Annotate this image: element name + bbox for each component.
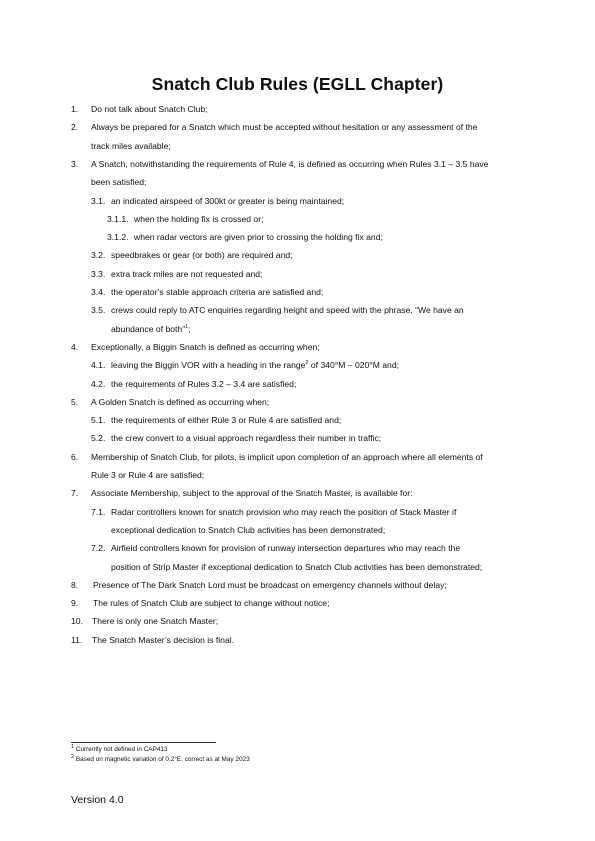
rule-text: an indicated airspeed of 300kt or greater is being maintained; — [111, 195, 345, 206]
rule-text: the crew convert to a visual approach regardless their number in traffic; — [111, 433, 382, 444]
rule-number: 9. — [71, 598, 79, 609]
rule-text: the requirements of Rules 3.2 – 3.4 are satisfied; — [111, 378, 297, 389]
rule-text: The rules of Snatch Club are subject to change without notice; — [93, 598, 330, 609]
rule-text: position of Strip Master if exceptional dedication to Snatch Club activities has been demonstrated; — [111, 561, 483, 572]
rule-text: Rule 3 or Rule 4 are satisfied; — [91, 470, 205, 480]
rule-number: 7.2. — [91, 543, 106, 554]
footnote-2: $^2$ Based on magnetic variation of 0.2°E, correct as at May 2023 — [71, 753, 250, 763]
rule-number: 8. — [71, 579, 79, 590]
footnote-ref: 2 — [305, 360, 309, 367]
rule-text: Do not talk about Snatch Club; — [91, 104, 208, 114]
rule-number: 4.1. — [91, 360, 106, 371]
rule-text: speedbrakes or gear (or both) are required and; — [111, 250, 293, 261]
rule-number: 6. — [71, 451, 79, 462]
rule-number: 5. — [71, 396, 79, 407]
rule-text: A Golden Snatch is defined as occurring when; — [91, 396, 270, 407]
rule-text: track miles available; — [91, 140, 171, 151]
rule-number: 3.1.2. — [107, 232, 129, 243]
footnote-divider — [71, 742, 216, 743]
rule-text: the requirements of either Rule 3 or Rule 4 are satisfied and; — [111, 415, 342, 426]
rule-text: The Snatch Master’s decision is final. — [92, 634, 235, 645]
rule-number: 11. — [71, 634, 83, 645]
rule-number: 4. — [71, 341, 79, 352]
rule-number: 3.2. — [91, 250, 106, 261]
rule-text: the operator’s stable approach criteria are satisfied and; — [111, 287, 324, 297]
rule-text: A Snatch, notwithstanding the requirements of Rule 4, is defined as occurring when Rules 3.1 – 3.5 have — [91, 158, 489, 169]
rule-number: 2. — [71, 122, 79, 133]
rule-text: extra track miles are not requested and; — [111, 268, 263, 279]
rule-number: 5.2. — [91, 433, 106, 444]
rule-number: 10. — [71, 616, 83, 627]
rule-text: There is only one Snatch Master; — [92, 616, 219, 627]
rule-text: Exceptionally, a Biggin Snatch is defined as occurring when; — [91, 341, 320, 352]
rule-text: Always be prepared for a Snatch which must be accepted without hesitation or any assessment of the — [91, 122, 478, 133]
rule-number: 4.2. — [91, 378, 106, 389]
rule-number: 3.1. — [91, 195, 106, 206]
rule-text: when radar vectors are given prior to crossing the holding fix and; — [134, 232, 383, 243]
rule-number: 7.1. — [91, 506, 106, 517]
rule-text: Presence of The Dark Snatch Lord must be broadcast on emergency channels without delay; — [93, 579, 447, 590]
rule-number: 3.3. — [91, 268, 106, 279]
rule-text: leaving the Biggin VOR with a heading in the range$^2$ of 340°M – 020°M and; — [111, 360, 399, 371]
rule-text: Associate Membership, subject to the approval of the Snatch Master, is available for: — [91, 488, 413, 499]
rule-number: 3.4. — [91, 287, 106, 297]
rule-number: 1. — [71, 104, 79, 114]
footnote-1: $^1$ Currently not defined in CAP413 — [71, 743, 168, 753]
rule-text: crews could reply to ATC enquiries regarding height and speed with the phrase, “We have an — [111, 305, 464, 316]
rule-number: 7. — [71, 488, 79, 499]
rule-text: Airfield controllers known for provision of runway intersection departures who may reach the — [111, 543, 461, 554]
page-title: Snatch Club Rules (EGLL Chapter) — [151, 74, 444, 94]
rule-text: when the holding fix is crossed or; — [134, 213, 264, 224]
footnote-ref: 1 — [185, 323, 189, 330]
version-label: Version 4.0 — [71, 794, 124, 806]
rule-number: 3.5. — [91, 305, 106, 316]
rule-text: Radar controllers known for snatch provision who may reach the position of Stack Master if — [111, 506, 457, 517]
rule-text: exceptional dedication to Snatch Club activities has been demonstrated; — [111, 524, 386, 535]
rule-number: 3. — [71, 158, 79, 169]
rule-text: abundance of both”$^1$; — [111, 323, 191, 334]
rule-text: Membership of Snatch Club, for pilots, is implicit upon completion of an approach where all elements of — [91, 451, 483, 462]
rule-number: 5.1. — [91, 415, 106, 426]
rule-text: been satisfied; — [91, 177, 147, 188]
rule-number: 3.1.1. — [107, 213, 129, 224]
